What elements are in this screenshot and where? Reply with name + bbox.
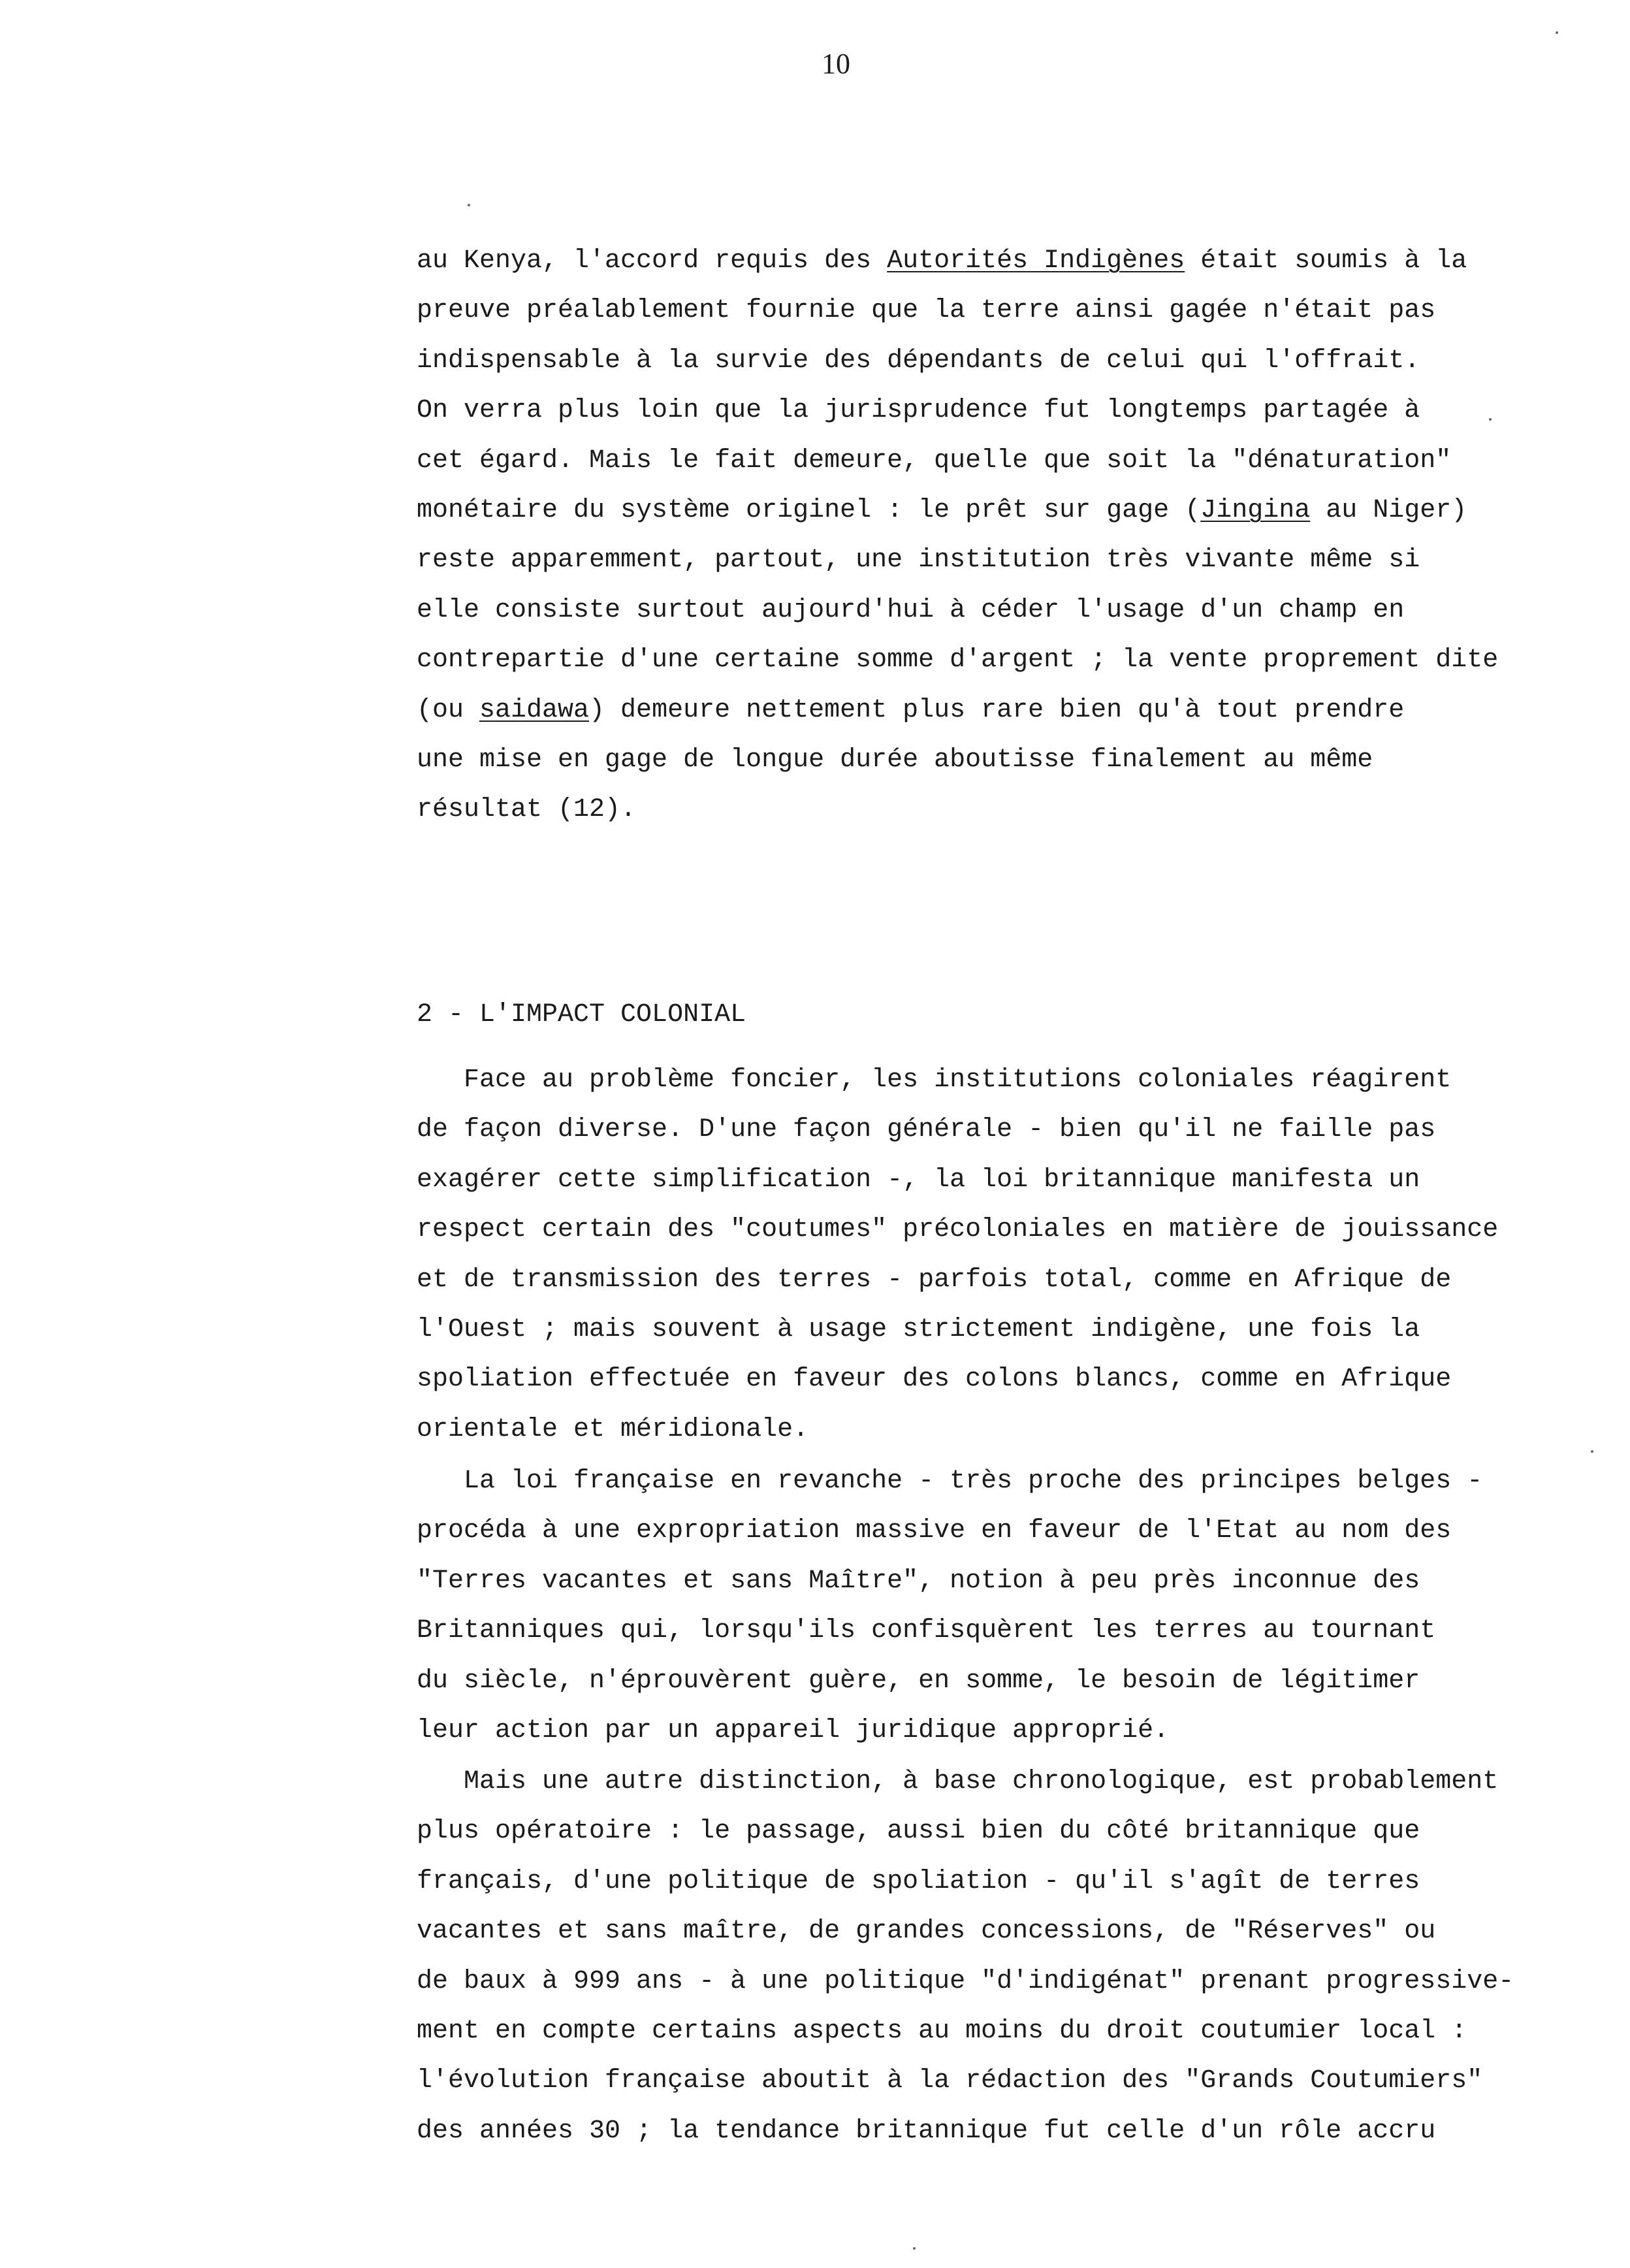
- text-line: Mais une autre distinction, à base chronologique, est probablement: [417, 1767, 1499, 1796]
- text-run: était soumis à la: [1185, 246, 1467, 276]
- text-line: leur action par un appareil juridique approprié.: [417, 1716, 1170, 1745]
- scan-speck: [913, 2247, 916, 2250]
- text-line: l'Ouest ; mais souvent à usage strictement indigène, une fois la: [417, 1315, 1420, 1344]
- scan-speck: [1489, 418, 1492, 421]
- text-line: spoliation effectuée en faveur des colons blancs, comme en Afrique: [417, 1365, 1452, 1394]
- text-run: au Niger): [1310, 496, 1467, 525]
- section-heading: 2 - L'IMPACT COLONIAL: [417, 1000, 746, 1029]
- page-number: 10: [822, 48, 850, 80]
- text-line: indispensable à la survie des dépendants de celui qui l'offrait.: [417, 346, 1420, 376]
- text-line: "Terres vacantes et sans Maître", notion à peu près inconnue des: [417, 1566, 1420, 1596]
- underlined-term: Jingina: [1200, 496, 1311, 525]
- text-line: respect certain des "coutumes" précoloniales en matière de jouissance: [417, 1215, 1499, 1244]
- text-line: de baux à 999 ans - à une politique "d'indigénat" prenant progressive-: [417, 1967, 1514, 1996]
- text-line: français, d'une politique de spoliation - qu'il s'agît de terres: [417, 1867, 1420, 1896]
- text-line: plus opératoire : le passage, aussi bien du côté britannique que: [417, 1817, 1420, 1846]
- text-line: [417, 246, 1467, 277]
- text-line: l'évolution française aboutit à la rédaction des "Grands Coutumiers": [417, 2066, 1483, 2096]
- text-line: procéda à une expropriation massive en faveur de l'Etat au nom des: [417, 1516, 1452, 1546]
- text-run: au Kenya, l'accord requis des: [417, 246, 887, 276]
- underlined-term: Autorités Indigènes: [887, 246, 1185, 276]
- text-line: des années 30 ; la tendance britannique fut celle d'un rôle accru: [417, 2116, 1436, 2146]
- text-line: cet égard. Mais le fait demeure, quelle que soit la "dénaturation": [417, 446, 1452, 476]
- scan-speck: [468, 204, 470, 206]
- text-line: et de transmission des terres - parfois total, comme en Afrique de: [417, 1265, 1452, 1295]
- text-line: On verra plus loin que la jurisprudence fut longtemps partagée à: [417, 396, 1420, 425]
- text-line: contrepartie d'une certaine somme d'argent ; la vente proprement dite: [417, 645, 1499, 675]
- text-line: vacantes et sans maître, de grandes concessions, de "Réserves" ou: [417, 1917, 1436, 1946]
- text-line: La loi française en revanche - très proche des principes belges -: [417, 1466, 1483, 1496]
- text-line: une mise en gage de longue durée aboutisse finalement au même: [417, 745, 1373, 775]
- text-line: du siècle, n'éprouvèrent guère, en somme, le besoin de légitimer: [417, 1666, 1420, 1696]
- text-run: (ou: [417, 696, 480, 725]
- text-line: exagérer cette simplification -, la loi britannique manifesta un: [417, 1165, 1420, 1195]
- text-line: Britanniques qui, lorsqu'ils confisquèrent les terres au tournant: [417, 1616, 1436, 1645]
- text-line: ment en compte certains aspects au moins du droit coutumier local :: [417, 2017, 1467, 2046]
- text-line: [417, 695, 1404, 726]
- text-line: de façon diverse. D'une façon générale - bien qu'il ne faille pas: [417, 1115, 1436, 1144]
- text-line: résultat (12).: [417, 795, 637, 824]
- scan-speck: [1591, 1450, 1593, 1453]
- underlined-term: saidawa: [479, 696, 590, 725]
- text-line: orientale et méridionale.: [417, 1415, 809, 1444]
- text-line: Face au problème foncier, les institutions coloniales réagirent: [417, 1065, 1452, 1095]
- text-line: reste apparemment, partout, une institution très vivante même si: [417, 545, 1420, 575]
- text-run: ) demeure nettement plus rare bien qu'à tout prendre: [589, 696, 1405, 725]
- scan-speck: [1556, 31, 1558, 34]
- text-line: [417, 495, 1467, 526]
- text-run: monétaire du système originel : le prêt sur gage (: [417, 496, 1201, 525]
- text-line: elle consiste surtout aujourd'hui à céder l'usage d'un champ en: [417, 596, 1405, 625]
- text-line: preuve préalablement fournie que la terre ainsi gagée n'était pas: [417, 296, 1436, 325]
